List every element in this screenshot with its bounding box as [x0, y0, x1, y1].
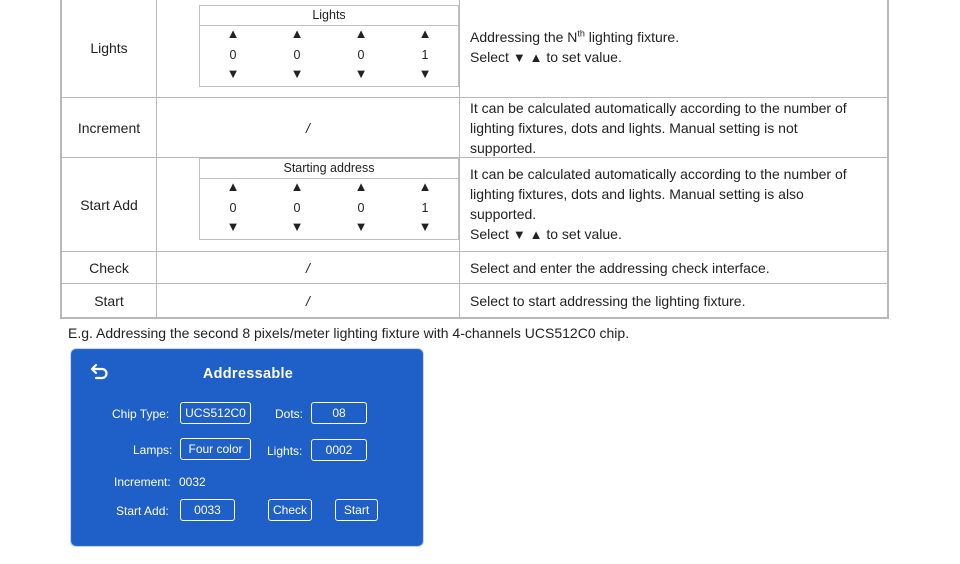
widget-title: Lights: [200, 6, 458, 26]
down-arrow-icon: ▼: [512, 50, 526, 65]
up-arrow-icon: ▲: [354, 26, 368, 41]
up-arrow-icon: ▲: [354, 179, 368, 194]
increment-label: Increment:: [114, 475, 171, 489]
table-row-start-add: [62, 158, 887, 252]
screen-title: Addressable: [202, 366, 294, 382]
start-address-selector-widget: [199, 158, 459, 240]
digit-column: [415, 179, 435, 239]
digit-column: [223, 179, 243, 239]
row-name: Start: [62, 284, 157, 317]
description-line: Select to start addressing the lighting fixture.: [470, 292, 746, 309]
digit-column: [415, 26, 435, 86]
up-arrow-icon: ▲: [290, 26, 304, 41]
digit-value: 0: [229, 201, 237, 215]
row-name: Lights: [62, 0, 157, 97]
digit-column: [351, 179, 371, 239]
increment-value: 0032: [179, 475, 206, 489]
down-arrow-icon: ▼: [354, 66, 368, 81]
down-arrow-icon: ▼: [226, 219, 240, 234]
digit-value: 1: [421, 48, 429, 62]
digit-value: 0: [229, 48, 237, 62]
start-button[interactable]: Start: [335, 499, 378, 521]
chip-type-field[interactable]: UCS512C0: [180, 402, 251, 424]
example-caption: E.g. Addressing the second 8 pixels/meter lighting fixture with 4-channels UCS512C0 chip.: [68, 325, 630, 341]
down-arrow-icon: ▼: [418, 219, 432, 234]
row-description: [460, 0, 887, 97]
description-line: It can be calculated automatically according to the number of: [470, 166, 847, 182]
description-line: supported.: [470, 206, 537, 222]
lights-field[interactable]: 0002: [311, 439, 367, 461]
table-row-lights: [62, 0, 887, 98]
down-arrow-icon: ▼: [290, 66, 304, 81]
down-arrow-icon: ▼: [354, 219, 368, 234]
addressable-screen: [71, 349, 423, 546]
digit-column: [287, 179, 307, 239]
description-line: Select ▼ ▲ to set value.: [470, 49, 622, 65]
digit-column: [223, 26, 243, 86]
description-line: Select ▼ ▲ to set value.: [470, 226, 622, 242]
digit-value: 0: [357, 201, 365, 215]
row-value: /: [306, 292, 310, 309]
up-arrow-icon: ▲: [226, 179, 240, 194]
description-line: lighting fixtures, dots and lights. Manual setting is not: [470, 119, 798, 136]
parameter-table: [60, 0, 889, 319]
lamps-label: Lamps:: [133, 443, 173, 457]
down-arrow-icon: ▼: [418, 66, 432, 81]
digit-value: 0: [293, 48, 301, 62]
digit-value: 0: [357, 48, 365, 62]
start-add-field[interactable]: 0033: [180, 499, 235, 521]
description-line: It can be calculated automatically according to the number of: [470, 99, 847, 116]
up-arrow-icon: ▲: [529, 227, 543, 242]
up-arrow-icon: ▲: [418, 26, 432, 41]
lamps-field[interactable]: Four color: [180, 438, 251, 460]
widget-title: Starting address: [200, 159, 458, 179]
dots-label: Dots:: [275, 407, 304, 421]
lights-label: Lights:: [267, 444, 303, 458]
row-name: Check: [62, 252, 157, 283]
description-line: Select and enter the addressing check interface.: [470, 259, 770, 276]
up-arrow-icon: ▲: [226, 26, 240, 41]
lights-selector-widget: [199, 5, 459, 87]
down-arrow-icon: ▼: [226, 66, 240, 81]
description-line: supported.: [470, 139, 537, 156]
row-description: [460, 158, 887, 251]
row-name: Increment: [62, 98, 157, 157]
table-row-start: [62, 284, 887, 317]
down-arrow-icon: ▼: [290, 219, 304, 234]
row-value-cell: [157, 284, 460, 317]
check-button[interactable]: Check: [268, 499, 312, 521]
digit-value: 0: [293, 201, 301, 215]
row-value: /: [306, 119, 310, 136]
digit-column: [287, 26, 307, 86]
description-line: Addressing the $N^{th}$ lighting fixture.: [470, 28, 680, 45]
row-value: /: [306, 259, 310, 276]
digit-column: [351, 26, 371, 86]
down-arrow-icon: ▼: [512, 227, 526, 242]
digit-value: 1: [421, 201, 429, 215]
row-value-cell: [157, 158, 460, 251]
row-value-cell: [157, 0, 460, 97]
description-line: lighting fixtures, dots and lights. Manual setting is also: [470, 186, 804, 202]
row-value-cell: [157, 98, 460, 157]
up-arrow-icon: ▲: [290, 179, 304, 194]
row-name: Start Add: [62, 158, 157, 251]
row-description: [460, 284, 887, 317]
up-arrow-icon: ▲: [418, 179, 432, 194]
row-description: [460, 252, 887, 283]
table-row-check: [62, 252, 887, 284]
row-description: [460, 98, 887, 157]
start-add-label: Start Add:: [116, 504, 169, 518]
chip-type-label: Chip Type:: [112, 407, 170, 421]
up-arrow-icon: ▲: [529, 50, 543, 65]
dots-field[interactable]: 08: [311, 402, 367, 424]
row-value-cell: [157, 252, 460, 283]
table-row-increment: [62, 98, 887, 158]
